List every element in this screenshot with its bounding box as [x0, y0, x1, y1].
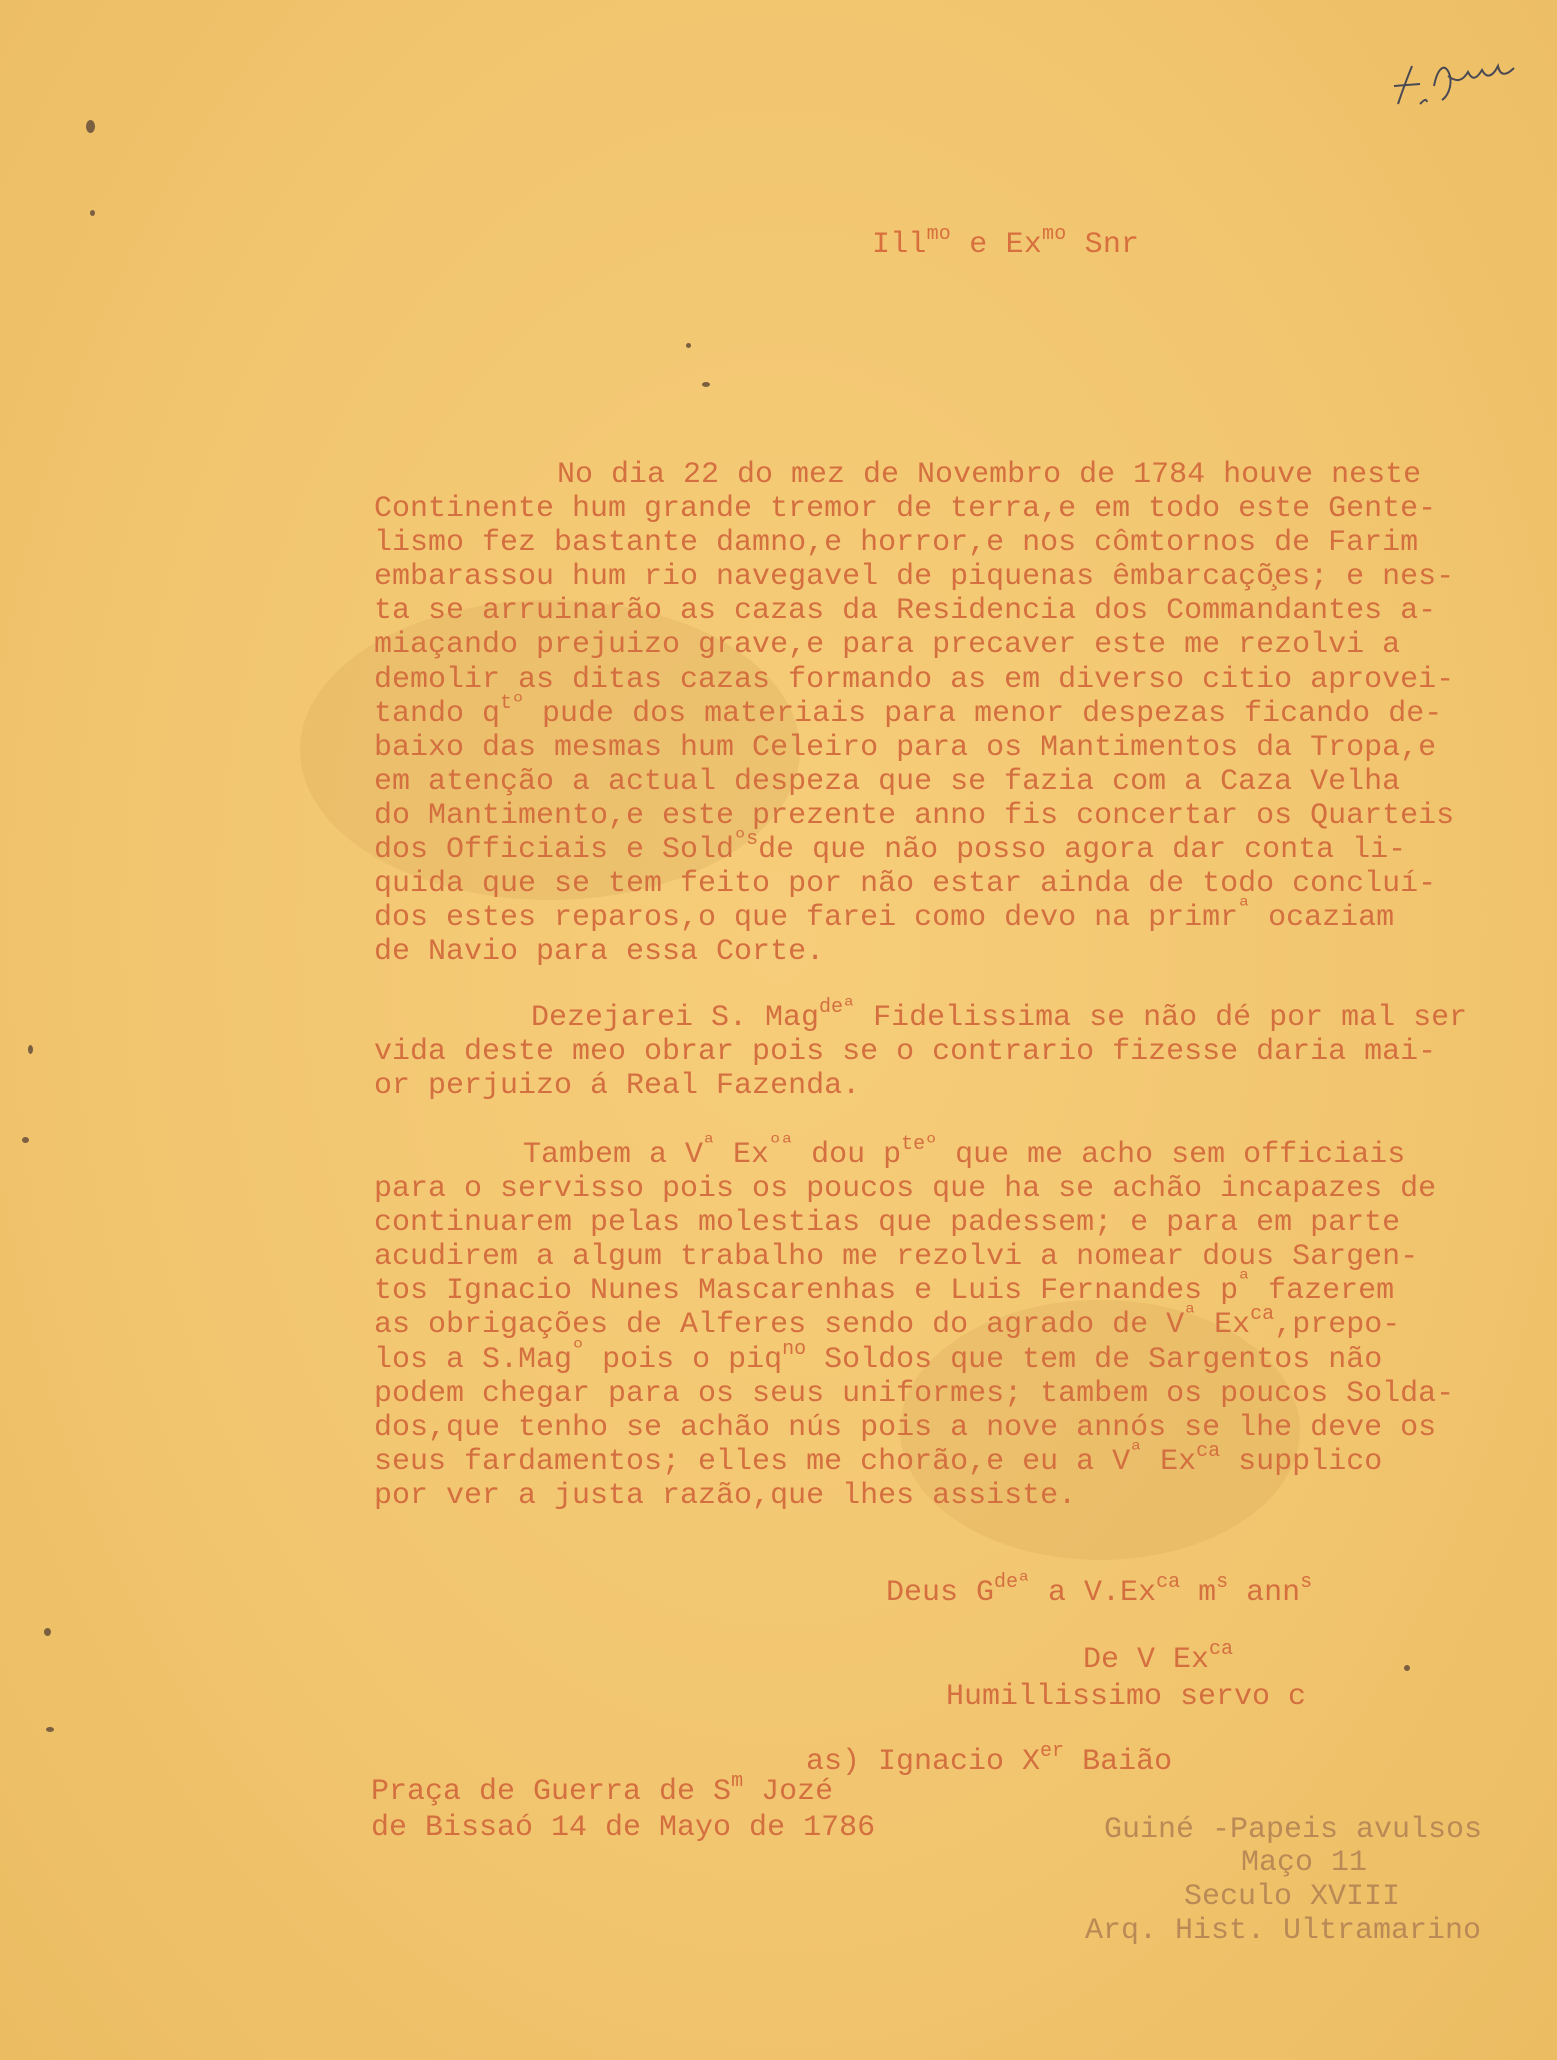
text-line: baixo das mesmas hum Celeiro para os Mantimentos da Tropa,e: [374, 730, 1437, 765]
paragraph-1: [374, 458, 1554, 969]
text-line: demolir as ditas cazas formando as em diverso citio aprovei-: [374, 662, 1455, 697]
paper-speck: [702, 382, 710, 387]
text-line: or perjuizo á Real Fazenda.: [374, 1069, 861, 1104]
paper-speck: [22, 1137, 29, 1143]
text-line: em atenção a actual despeza que se fazia com a Caza Velha: [374, 764, 1401, 799]
text-line: No dia 22 do mez de Novembro de 1784 houve neste: [557, 458, 1422, 492]
text-line: Tambem a $V^ª$ $Ex^{ºª}$ dou $p^{teº}$ que me acho sem officiais: [523, 1133, 1406, 1172]
closing-address: De V $Ex^{ca}$: [1083, 1638, 1234, 1677]
text-line: miaçando prejuizo grave,e para precaver este me rezolvi a: [374, 628, 1401, 663]
text-line: embarassou hum rio navegavel de piquenas êmbarcaçõ̧es; e nes-: [374, 560, 1455, 595]
paragraph-2: [374, 996, 1554, 1104]
text-line: Continente hum grande tremor de terra,e em todo este Gente-: [374, 492, 1437, 527]
paper-speck: [1404, 1665, 1410, 1671]
text-line: as obrigações de Alferes sendo do agrado de $V^ª$ $Ex^{ca},prepo-$: [374, 1303, 1401, 1343]
archive-ref-line: Maço 11: [1241, 1846, 1368, 1880]
text-line: continuarem pelas molestias que padessem; e para em parte: [374, 1206, 1401, 1241]
paper-speck: [28, 1045, 33, 1054]
text-line: tos Ignacio Nunes Mascarenhas e Luis Fernandes $p^ª$ fazerem: [374, 1269, 1395, 1309]
archive-ref-line: Guiné -Papeis avulsos: [1104, 1813, 1483, 1847]
text-line: dos,que tenho se achão nús pois a nove annós se lhe deve os: [374, 1410, 1437, 1445]
text-line: acudirem a algum trabalho me rezolvi a nomear dous Sargen-: [374, 1240, 1419, 1275]
closing-blessing: Deus $G^{deª}$ a $V.Ex^{ca}$ $m^s$ ann$^s$: [886, 1571, 1313, 1610]
text-line: para o servisso pois os poucos que ha se achão incapazes de: [374, 1172, 1437, 1207]
archive-ref-line: Seculo XVIII: [1184, 1880, 1401, 1914]
signature-line: as) Ignacio Xer Baião: [806, 1740, 1173, 1779]
paper-speck: [90, 210, 95, 216]
text-line: lismo fez bastante damno,e horror,e nos cômtornos de Farim: [374, 526, 1419, 561]
date-line: de Bissaó 14 de Mayo de 1786: [371, 1811, 876, 1845]
text-line: tando $q^{tº}$ pude dos materiais para menor despezas ficando de-: [374, 691, 1443, 731]
closing-servant: Humillissimo servo c: [946, 1680, 1307, 1714]
place-line: Praça de Guerra de $S^m$ Jozé: [371, 1770, 834, 1809]
text-line: podem chegar para os seus uniformes; tambem os poucos Solda-: [374, 1376, 1455, 1411]
text-line: los a S.Mag$^º$ pois o piq$^{no}$ Soldos que tem de Sargentos não: [374, 1337, 1383, 1377]
handwritten-note: [1390, 46, 1520, 116]
text-line: dos estes reparos,o que farei como devo na primr$^ª$ ocaziam: [374, 896, 1395, 936]
text-line: do Mantimento,e este prezente anno fis concertar os Quarteis: [374, 798, 1455, 833]
text-line: Dezejarei S. Mag$^{deª}$ Fidelissima se não dé por mal ser: [531, 996, 1468, 1035]
salutation: Ill$^{mo}$ e $Ex^{mo}$ Snr: [872, 223, 1140, 262]
paper-speck: [46, 1727, 54, 1732]
text-line: por ver a justa razão,que lhes assiste.: [374, 1478, 1077, 1513]
text-line: seus fardamentos; elles me chorão,e eu a $V^ª$ $Ex^{ca}$ supplico: [374, 1439, 1383, 1479]
paper-speck: [44, 1628, 51, 1636]
text-line: quida que se tem feito por não estar ainda de todo concluí-: [374, 867, 1437, 902]
paper-speck: [686, 343, 691, 348]
archive-ref-line: Arq. Hist. Ultramarino: [1085, 1914, 1482, 1948]
paragraph-3: [374, 1133, 1554, 1513]
text-line: dos Officiais e Sold$^{ºs}$de que não posso agora dar conta li-: [374, 828, 1407, 868]
text-line: de Navio para essa Corte.: [374, 935, 825, 970]
text-line: ta se arruinarão as cazas da Residencia dos Commandantes a-: [374, 594, 1437, 629]
paper-speck: [86, 120, 95, 133]
text-line: vida deste meo obrar pois se o contrario fizesse daria mai-: [374, 1035, 1437, 1070]
